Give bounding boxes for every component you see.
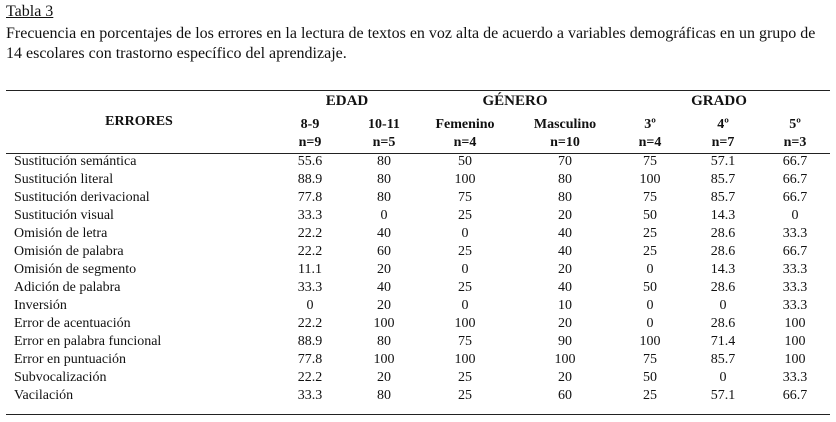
table-cell: 40 — [558, 226, 572, 241]
table-cell: 80 — [558, 172, 572, 187]
column-n: n=9 — [298, 135, 322, 150]
table-cell: 33.3 — [297, 208, 323, 223]
table-cell: 0 — [306, 298, 314, 313]
table-row — [6, 370, 830, 388]
table-caption: Frecuencia en porcentajes de los errores en la lectura de textos en voz alta de acuerdo a variables demográficas en un grupo de 14 escolares con trastorno específico del aprendizaje. — [6, 25, 816, 62]
table-cell: 100 — [784, 352, 806, 367]
table-row — [6, 334, 830, 352]
table-cell: 20 — [377, 262, 391, 277]
table-row — [6, 280, 830, 298]
table-row — [6, 190, 830, 208]
row-label: Error de acentuación — [14, 316, 131, 331]
table-cell: 100 — [373, 352, 395, 367]
table-cell: 66.7 — [782, 388, 808, 403]
table-row — [6, 172, 830, 190]
table-cell: 90 — [558, 334, 572, 349]
table-cell: 85.7 — [710, 352, 736, 367]
table-cell: 33.3 — [782, 298, 808, 313]
table-cell: 14.3 — [710, 208, 736, 223]
table-cell: 75 — [643, 190, 657, 205]
table-cell: 25 — [643, 388, 657, 403]
table-cell: 85.7 — [710, 172, 736, 187]
table-cell: 70 — [558, 154, 572, 169]
table-cell: 33.3 — [782, 370, 808, 385]
row-label: Subvocalización — [14, 370, 107, 385]
table-cell: 60 — [558, 388, 572, 403]
row-label: Adición de palabra — [14, 280, 121, 295]
table-cell: 80 — [377, 388, 391, 403]
table-cell: 33.3 — [297, 280, 323, 295]
table-cell: 0 — [791, 208, 799, 223]
column-n: n=3 — [783, 135, 807, 150]
table-cell: 50 — [643, 370, 657, 385]
table-row — [6, 316, 830, 334]
table-cell: 85.7 — [710, 190, 736, 205]
column-n: n=5 — [372, 135, 396, 150]
table-cell: 50 — [458, 154, 472, 169]
column-header: 3º — [644, 117, 656, 132]
row-label: Error en palabra funcional — [14, 334, 162, 349]
table-cell: 10 — [558, 298, 572, 313]
row-label: Omisión de letra — [14, 226, 108, 241]
table-row — [6, 208, 830, 226]
table-cell: 100 — [454, 316, 476, 331]
table-cell: 25 — [458, 244, 472, 259]
row-label: Vacilación — [14, 388, 74, 403]
table-cell: 28.6 — [710, 226, 736, 241]
table-cell: 20 — [377, 370, 391, 385]
table-cell: 0 — [646, 316, 654, 331]
table-cell: 57.1 — [710, 388, 736, 403]
group-header-grado: GRADO — [691, 93, 747, 109]
table-cell: 20 — [558, 316, 572, 331]
table-cell: 71.4 — [710, 334, 736, 349]
table-cell: 25 — [458, 388, 472, 403]
table-cell: 25 — [643, 244, 657, 259]
table-cell: 55.6 — [297, 154, 323, 169]
column-header: Masculino — [533, 117, 597, 132]
table-cell: 75 — [458, 190, 472, 205]
top-rule — [6, 90, 830, 91]
table-row — [6, 262, 830, 280]
table-cell: 22.2 — [297, 370, 323, 385]
table-cell: 77.8 — [297, 190, 323, 205]
table-row — [6, 226, 830, 244]
table-cell: 50 — [643, 208, 657, 223]
table-cell: 66.7 — [782, 190, 808, 205]
column-n: n=4 — [638, 135, 662, 150]
table-cell: 0 — [461, 226, 469, 241]
table-cell: 0 — [646, 298, 654, 313]
column-n: n=10 — [550, 135, 580, 150]
table-cell: 80 — [377, 172, 391, 187]
table-cell: 60 — [377, 244, 391, 259]
row-label: Omisión de palabra — [14, 244, 124, 259]
table-cell: 20 — [377, 298, 391, 313]
row-label: Sustitución derivacional — [14, 190, 150, 205]
table-cell: 100 — [454, 352, 476, 367]
table-cell: 22.2 — [297, 316, 323, 331]
table-cell: 28.6 — [710, 316, 736, 331]
table-cell: 14.3 — [710, 262, 736, 277]
table-row — [6, 298, 830, 316]
table-row — [6, 388, 830, 406]
row-label: Sustitución literal — [14, 172, 114, 187]
table-cell: 0 — [461, 298, 469, 313]
table-cell: 75 — [643, 352, 657, 367]
table-cell: 22.2 — [297, 244, 323, 259]
table-cell: 100 — [373, 316, 395, 331]
table-cell: 57.1 — [710, 154, 736, 169]
table-cell: 88.9 — [297, 334, 323, 349]
table-cell: 88.9 — [297, 172, 323, 187]
column-n: n=4 — [453, 135, 477, 150]
column-header: Femenino — [435, 117, 495, 132]
table-cell: 33.3 — [782, 226, 808, 241]
table-cell: 40 — [377, 280, 391, 295]
table-cell: 40 — [558, 280, 572, 295]
table-cell: 66.7 — [782, 154, 808, 169]
table-cell: 0 — [719, 370, 727, 385]
errores-header: ERRORES — [105, 114, 173, 129]
table-cell: 66.7 — [782, 244, 808, 259]
table-row — [6, 352, 830, 370]
row-label: Sustitución visual — [14, 208, 114, 223]
table-title: Tabla 3 — [6, 3, 54, 20]
table-cell: 40 — [558, 244, 572, 259]
table-body — [6, 154, 830, 406]
table-cell: 80 — [377, 334, 391, 349]
table-cell: 20 — [558, 370, 572, 385]
table-cell: 0 — [646, 262, 654, 277]
table-cell: 80 — [377, 190, 391, 205]
row-label: Inversión — [14, 298, 67, 313]
group-header-edad: EDAD — [325, 93, 369, 109]
row-label: Error en puntuación — [14, 352, 126, 367]
table-cell: 20 — [558, 262, 572, 277]
table-cell: 100 — [554, 352, 576, 367]
table-cell: 50 — [643, 280, 657, 295]
table-cell: 28.6 — [710, 280, 736, 295]
bottom-rule — [6, 414, 830, 415]
table-cell: 0 — [461, 262, 469, 277]
table-cell: 25 — [458, 280, 472, 295]
table-cell: 80 — [558, 190, 572, 205]
table-cell: 22.2 — [297, 226, 323, 241]
table-cell: 28.6 — [710, 244, 736, 259]
table-row — [6, 154, 830, 172]
table-row — [6, 244, 830, 262]
column-header: 8-9 — [300, 117, 320, 132]
table-cell: 100 — [639, 172, 661, 187]
column-header: 4º — [717, 117, 729, 132]
row-label: Omisión de segmento — [14, 262, 137, 277]
table-cell: 0 — [380, 208, 388, 223]
table-cell: 25 — [643, 226, 657, 241]
table-cell: 77.8 — [297, 352, 323, 367]
table-cell: 20 — [558, 208, 572, 223]
table-cell: 100 — [454, 172, 476, 187]
column-header: 10-11 — [368, 117, 400, 132]
table-cell: 11.1 — [298, 262, 322, 277]
table-cell: 0 — [719, 298, 727, 313]
table-cell: 66.7 — [782, 172, 808, 187]
table-cell: 33.3 — [297, 388, 323, 403]
group-header-genero: GÉNERO — [482, 93, 548, 109]
table-cell: 33.3 — [782, 280, 808, 295]
table-cell: 25 — [458, 208, 472, 223]
table-cell: 33.3 — [782, 262, 808, 277]
table-cell: 100 — [784, 334, 806, 349]
table-cell: 25 — [458, 370, 472, 385]
column-header: 5º — [789, 117, 801, 132]
row-label: Sustitución semántica — [14, 154, 137, 169]
table-cell: 75 — [643, 154, 657, 169]
table-cell: 80 — [377, 154, 391, 169]
table-cell: 100 — [639, 334, 661, 349]
table-cell: 100 — [784, 316, 806, 331]
table-cell: 40 — [377, 226, 391, 241]
column-n: n=7 — [711, 135, 735, 150]
table-cell: 75 — [458, 334, 472, 349]
